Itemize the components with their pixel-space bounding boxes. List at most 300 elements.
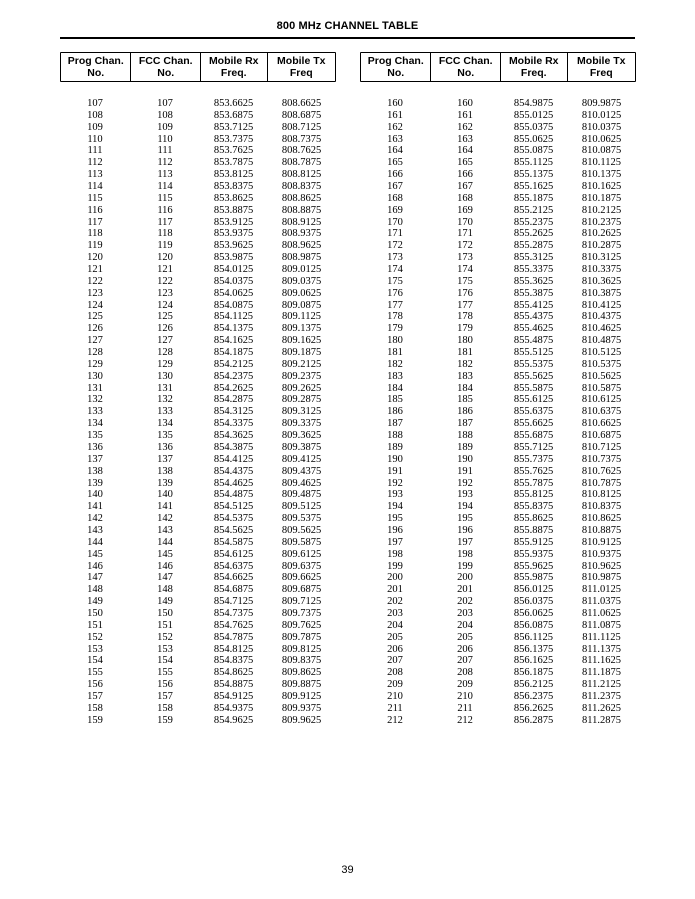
prog-chan-cell: 112 xyxy=(87,157,103,169)
mobile-tx-cell: 808.9625 xyxy=(281,240,322,252)
table-row xyxy=(60,572,336,584)
prog-chan-cell: 170 xyxy=(387,216,403,228)
fcc-chan-cell: 132 xyxy=(157,394,173,406)
fcc-chan-cell: 196 xyxy=(457,524,473,536)
table-row xyxy=(360,347,636,359)
prog-chan-cell: 188 xyxy=(387,430,403,442)
mobile-rx-cell: 853.9375 xyxy=(213,228,254,240)
prog-chan-cell: 203 xyxy=(387,607,403,619)
mobile-tx-cell: 809.1625 xyxy=(281,335,322,347)
mobile-tx-cell: 810.5375 xyxy=(581,358,622,370)
mobile-tx-cell: 810.7125 xyxy=(581,441,622,453)
fcc-chan-cell: 187 xyxy=(457,418,473,430)
table-row xyxy=(360,193,636,205)
mobile-rx-cell: 854.0125 xyxy=(213,264,254,276)
mobile-rx-cell: 854.8625 xyxy=(213,667,254,679)
prog-chan-cell: 154 xyxy=(87,655,103,667)
prog-chan-cell: 163 xyxy=(387,133,403,145)
mobile-tx-cell: 809.6125 xyxy=(281,548,322,560)
mobile-rx-cell: 854.7875 xyxy=(213,631,254,643)
prog-chan-cell: 130 xyxy=(87,370,103,382)
prog-chan-cell: 191 xyxy=(387,465,403,477)
fcc-chan-cell: 130 xyxy=(157,370,173,382)
fcc-chan-cell: 147 xyxy=(157,572,173,584)
prog-chan-cell: 117 xyxy=(87,216,103,228)
prog-chan-cell: 165 xyxy=(387,157,403,169)
fcc-chan-cell: 140 xyxy=(157,489,173,501)
prog-chan-cell: 204 xyxy=(387,619,403,631)
mobile-tx-cell: 810.5125 xyxy=(581,347,622,359)
mobile-rx-cell: 855.0625 xyxy=(513,133,554,145)
mobile-rx-cell: 853.7375 xyxy=(213,133,254,145)
fcc-chan-cell: 193 xyxy=(457,489,473,501)
mobile-rx-cell: 854.7625 xyxy=(213,619,254,631)
mobile-tx-cell: 809.4625 xyxy=(281,477,322,489)
mobile-tx-cell: 809.8875 xyxy=(281,679,322,691)
mobile-tx-cell: 808.6875 xyxy=(281,109,322,121)
mobile-tx-cell: 810.1375 xyxy=(581,169,622,181)
prog-chan-cell: 185 xyxy=(387,394,403,406)
prog-chan-cell: 152 xyxy=(87,631,103,643)
table-row xyxy=(360,359,636,371)
mobile-tx-cell: 810.5875 xyxy=(581,382,622,394)
mobile-rx-cell: 854.3125 xyxy=(213,406,254,418)
prog-chan-cell: 160 xyxy=(387,98,403,109)
mobile-tx-cell: 811.2625 xyxy=(582,702,621,714)
header-fcc-chan: FCC Chan. No. xyxy=(430,53,500,81)
mobile-tx-cell: 809.9125 xyxy=(281,690,322,702)
fcc-chan-cell: 192 xyxy=(457,477,473,489)
prog-chan-cell: 189 xyxy=(387,441,403,453)
prog-chan-cell: 166 xyxy=(387,169,403,181)
mobile-rx-cell: 854.3625 xyxy=(213,430,254,442)
prog-chan-cell: 194 xyxy=(387,501,403,513)
mobile-tx-cell: 809.3625 xyxy=(281,430,322,442)
fcc-chan-cell: 114 xyxy=(157,181,173,193)
mobile-tx-cell: 811.0625 xyxy=(582,607,621,619)
fcc-chan-cell: 189 xyxy=(457,441,473,453)
mobile-tx-cell: 810.6875 xyxy=(581,430,622,442)
mobile-tx-cell: 809.0125 xyxy=(281,264,322,276)
fcc-chan-cell: 154 xyxy=(157,655,173,667)
mobile-tx-cell: 809.4375 xyxy=(281,465,322,477)
fcc-chan-cell: 128 xyxy=(157,347,173,359)
mobile-rx-cell: 855.4375 xyxy=(513,311,554,323)
mobile-rx-cell: 853.8125 xyxy=(213,169,254,181)
fcc-chan-cell: 197 xyxy=(457,536,473,548)
table-row xyxy=(60,549,336,561)
mobile-rx-cell: 853.9625 xyxy=(213,240,254,252)
prog-chan-cell: 145 xyxy=(87,548,103,560)
mobile-tx-cell: 810.8375 xyxy=(581,501,622,513)
fcc-chan-cell: 171 xyxy=(457,228,473,240)
table-row xyxy=(360,691,636,703)
mobile-rx-cell: 856.0625 xyxy=(513,607,554,619)
mobile-tx-cell: 809.2875 xyxy=(281,394,322,406)
prog-chan-cell: 114 xyxy=(87,181,103,193)
table-row xyxy=(360,596,636,608)
mobile-tx-cell: 809.1375 xyxy=(281,323,322,335)
fcc-chan-cell: 135 xyxy=(157,430,173,442)
table-row xyxy=(360,264,636,276)
table-row xyxy=(360,98,636,110)
prog-chan-cell: 208 xyxy=(387,667,403,679)
mobile-tx-cell: 809.5375 xyxy=(281,513,322,525)
mobile-tx-cell: 810.7375 xyxy=(581,453,622,465)
table-header xyxy=(360,52,636,82)
table-row xyxy=(360,240,636,252)
prog-chan-cell: 180 xyxy=(387,335,403,347)
mobile-rx-cell: 854.5875 xyxy=(213,536,254,548)
prog-chan-cell: 207 xyxy=(387,655,403,667)
mobile-rx-cell: 853.9125 xyxy=(213,216,254,228)
mobile-rx-cell: 856.2625 xyxy=(513,702,554,714)
prog-chan-cell: 141 xyxy=(87,501,103,513)
header-mobile-tx: Mobile Tx Freq xyxy=(267,53,336,81)
table-row xyxy=(60,228,336,240)
mobile-tx-cell: 810.0125 xyxy=(581,109,622,121)
prog-chan-cell: 136 xyxy=(87,441,103,453)
fcc-chan-cell: 113 xyxy=(157,169,173,181)
table-row xyxy=(60,98,336,110)
prog-chan-cell: 122 xyxy=(87,275,103,287)
mobile-rx-cell: 855.7125 xyxy=(513,441,554,453)
table-row xyxy=(360,394,636,406)
table-row xyxy=(60,300,336,312)
prog-chan-cell: 201 xyxy=(387,584,403,596)
mobile-tx-cell: 808.7625 xyxy=(281,145,322,157)
fcc-chan-cell: 120 xyxy=(157,252,173,264)
mobile-tx-cell: 809.8125 xyxy=(281,643,322,655)
prog-chan-cell: 158 xyxy=(87,702,103,714)
table-row xyxy=(60,383,336,395)
mobile-tx-cell: 810.4125 xyxy=(581,299,622,311)
mobile-rx-cell: 855.7375 xyxy=(513,453,554,465)
mobile-tx-cell: 809.0375 xyxy=(281,275,322,287)
mobile-tx-cell: 810.7625 xyxy=(581,465,622,477)
table-row xyxy=(60,359,336,371)
prog-chan-cell: 138 xyxy=(87,465,103,477)
mobile-tx-cell: 811.1375 xyxy=(582,643,621,655)
table-row xyxy=(60,596,336,608)
fcc-chan-cell: 121 xyxy=(157,264,173,276)
fcc-chan-cell: 134 xyxy=(157,418,173,430)
mobile-rx-cell: 856.1625 xyxy=(513,655,554,667)
mobile-rx-cell: 855.1125 xyxy=(514,157,553,169)
table-row xyxy=(60,110,336,122)
prog-chan-cell: 193 xyxy=(387,489,403,501)
table-row xyxy=(360,454,636,466)
mobile-rx-cell: 855.3875 xyxy=(513,287,554,299)
table-row xyxy=(360,572,636,584)
prog-chan-cell: 155 xyxy=(87,667,103,679)
mobile-rx-cell: 853.7125 xyxy=(213,121,254,133)
fcc-chan-cell: 209 xyxy=(457,679,473,691)
table-row xyxy=(360,205,636,217)
fcc-chan-cell: 133 xyxy=(157,406,173,418)
table-row xyxy=(360,181,636,193)
mobile-rx-cell: 856.2375 xyxy=(513,690,554,702)
prog-chan-cell: 142 xyxy=(87,513,103,525)
fcc-chan-cell: 195 xyxy=(457,513,473,525)
prog-chan-cell: 119 xyxy=(87,240,103,252)
mobile-tx-cell: 809.3125 xyxy=(281,406,322,418)
fcc-chan-cell: 203 xyxy=(457,607,473,619)
mobile-rx-cell: 856.2125 xyxy=(513,679,554,691)
mobile-rx-cell: 854.2875 xyxy=(213,394,254,406)
mobile-rx-cell: 856.0875 xyxy=(513,619,554,631)
mobile-rx-cell: 855.8375 xyxy=(513,501,554,513)
mobile-rx-cell: 853.9875 xyxy=(213,252,254,264)
mobile-rx-cell: 854.2375 xyxy=(213,370,254,382)
fcc-chan-cell: 164 xyxy=(457,145,473,157)
mobile-rx-cell: 854.8125 xyxy=(213,643,254,655)
fcc-chan-cell: 139 xyxy=(157,477,173,489)
mobile-rx-cell: 856.1875 xyxy=(513,667,554,679)
table-row xyxy=(360,466,636,478)
mobile-rx-cell: 854.1625 xyxy=(213,335,254,347)
header-prog-chan: Prog Chan. No. xyxy=(67,54,124,79)
table-row xyxy=(60,394,336,406)
mobile-rx-cell: 855.8625 xyxy=(513,513,554,525)
mobile-rx-cell: 855.2375 xyxy=(513,216,554,228)
mobile-rx-cell: 854.1875 xyxy=(213,347,254,359)
table-row xyxy=(60,501,336,513)
mobile-tx-cell: 810.3125 xyxy=(581,252,622,264)
fcc-chan-cell: 178 xyxy=(457,311,473,323)
mobile-tx-cell: 809.0875 xyxy=(281,299,322,311)
mobile-tx-cell: 810.4875 xyxy=(581,335,622,347)
prog-chan-cell: 126 xyxy=(87,323,103,335)
mobile-rx-cell: 855.6625 xyxy=(513,418,554,430)
table-row xyxy=(360,513,636,525)
fcc-chan-cell: 149 xyxy=(157,596,173,608)
mobile-rx-cell: 856.1375 xyxy=(513,643,554,655)
prog-chan-cell: 128 xyxy=(87,347,103,359)
fcc-chan-cell: 199 xyxy=(457,560,473,572)
fcc-chan-cell: 160 xyxy=(457,98,473,109)
table-row xyxy=(60,667,336,679)
table-row xyxy=(60,691,336,703)
table-row xyxy=(60,217,336,229)
mobile-tx-cell: 810.1875 xyxy=(581,192,622,204)
mobile-rx-cell: 854.1125 xyxy=(214,311,253,323)
table-row xyxy=(360,288,636,300)
mobile-rx-cell: 855.0375 xyxy=(513,121,554,133)
fcc-chan-cell: 141 xyxy=(157,501,173,513)
table-row xyxy=(60,655,336,667)
mobile-rx-cell: 854.6375 xyxy=(213,560,254,572)
table-row xyxy=(360,620,636,632)
mobile-tx-cell: 809.6375 xyxy=(281,560,322,572)
mobile-rx-cell: 855.8125 xyxy=(513,489,554,501)
fcc-chan-cell: 111 xyxy=(157,145,173,157)
mobile-rx-cell: 855.3625 xyxy=(513,275,554,287)
mobile-tx-cell: 809.7125 xyxy=(281,596,322,608)
prog-chan-cell: 116 xyxy=(87,204,103,216)
table-row xyxy=(60,264,336,276)
mobile-rx-cell: 855.3375 xyxy=(513,264,554,276)
mobile-rx-cell: 855.3125 xyxy=(513,252,554,264)
table-row xyxy=(60,169,336,181)
mobile-rx-cell: 854.2625 xyxy=(213,382,254,394)
prog-chan-cell: 156 xyxy=(87,679,103,691)
prog-chan-cell: 162 xyxy=(387,121,403,133)
fcc-chan-cell: 184 xyxy=(457,382,473,394)
mobile-rx-cell: 853.7625 xyxy=(213,145,254,157)
prog-chan-cell: 148 xyxy=(87,584,103,596)
prog-chan-cell: 124 xyxy=(87,299,103,311)
fcc-chan-cell: 145 xyxy=(157,548,173,560)
table-row xyxy=(60,252,336,264)
prog-chan-cell: 135 xyxy=(87,430,103,442)
table-row xyxy=(60,347,336,359)
mobile-rx-cell: 854.4625 xyxy=(213,477,254,489)
fcc-chan-cell: 108 xyxy=(157,109,173,121)
mobile-rx-cell: 853.7875 xyxy=(213,157,254,169)
table-row xyxy=(60,703,336,715)
mobile-rx-cell: 854.4375 xyxy=(213,465,254,477)
mobile-tx-cell: 811.2125 xyxy=(582,679,621,691)
mobile-tx-cell: 810.1125 xyxy=(582,157,621,169)
prog-chan-cell: 121 xyxy=(87,264,103,276)
mobile-tx-cell: 810.9375 xyxy=(581,548,622,560)
fcc-chan-cell: 136 xyxy=(157,441,173,453)
mobile-tx-cell: 809.6875 xyxy=(281,584,322,596)
mobile-rx-cell: 855.9375 xyxy=(513,548,554,560)
prog-chan-cell: 209 xyxy=(387,679,403,691)
mobile-tx-cell: 810.6375 xyxy=(581,406,622,418)
mobile-rx-cell: 856.1125 xyxy=(514,631,553,643)
fcc-chan-cell: 151 xyxy=(157,619,173,631)
prog-chan-cell: 107 xyxy=(87,98,103,109)
mobile-tx-cell: 808.7875 xyxy=(281,157,322,169)
mobile-rx-cell: 855.2875 xyxy=(513,240,554,252)
mobile-tx-cell: 810.3375 xyxy=(581,264,622,276)
table-row xyxy=(360,644,636,656)
fcc-chan-cell: 202 xyxy=(457,596,473,608)
fcc-chan-cell: 138 xyxy=(157,465,173,477)
table-row xyxy=(60,454,336,466)
fcc-chan-cell: 169 xyxy=(457,204,473,216)
header-prog-chan: Prog Chan. No. xyxy=(367,54,424,79)
mobile-rx-cell: 854.8375 xyxy=(213,655,254,667)
table-row xyxy=(360,478,636,490)
prog-chan-cell: 190 xyxy=(387,453,403,465)
fcc-chan-cell: 177 xyxy=(457,299,473,311)
prog-chan-cell: 109 xyxy=(87,121,103,133)
mobile-tx-cell: 810.8625 xyxy=(581,513,622,525)
table-row xyxy=(60,715,336,727)
table-row xyxy=(60,418,336,430)
prog-chan-cell: 146 xyxy=(87,560,103,572)
mobile-rx-cell: 855.4125 xyxy=(513,299,554,311)
prog-chan-cell: 157 xyxy=(87,690,103,702)
prog-chan-cell: 175 xyxy=(387,275,403,287)
mobile-rx-cell: 855.4875 xyxy=(513,335,554,347)
mobile-tx-cell: 811.2875 xyxy=(582,714,621,726)
table-row xyxy=(60,288,336,300)
prog-chan-cell: 144 xyxy=(87,536,103,548)
fcc-chan-cell: 165 xyxy=(457,157,473,169)
fcc-chan-cell: 129 xyxy=(157,358,173,370)
mobile-rx-cell: 855.9625 xyxy=(513,560,554,572)
prog-chan-cell: 195 xyxy=(387,513,403,525)
table-row xyxy=(360,371,636,383)
table-row xyxy=(60,537,336,549)
mobile-tx-cell: 808.9125 xyxy=(281,216,322,228)
fcc-chan-cell: 194 xyxy=(457,501,473,513)
prog-chan-cell: 186 xyxy=(387,406,403,418)
mobile-rx-cell: 854.6875 xyxy=(213,584,254,596)
fcc-chan-cell: 201 xyxy=(457,584,473,596)
mobile-tx-cell: 809.5875 xyxy=(281,536,322,548)
fcc-chan-cell: 185 xyxy=(457,394,473,406)
fcc-chan-cell: 186 xyxy=(457,406,473,418)
table-row xyxy=(360,418,636,430)
table-row xyxy=(360,584,636,596)
prog-chan-cell: 212 xyxy=(387,714,403,726)
fcc-chan-cell: 152 xyxy=(157,631,173,643)
table-row xyxy=(60,276,336,288)
fcc-chan-cell: 204 xyxy=(457,619,473,631)
table-row xyxy=(360,110,636,122)
prog-chan-cell: 132 xyxy=(87,394,103,406)
mobile-rx-cell: 854.1375 xyxy=(213,323,254,335)
prog-chan-cell: 159 xyxy=(87,714,103,726)
prog-chan-cell: 197 xyxy=(387,536,403,548)
fcc-chan-cell: 155 xyxy=(157,667,173,679)
mobile-rx-cell: 854.4875 xyxy=(213,489,254,501)
mobile-tx-cell: 809.4875 xyxy=(281,489,322,501)
table-row xyxy=(360,145,636,157)
table-row xyxy=(360,430,636,442)
table-row xyxy=(60,335,336,347)
prog-chan-cell: 178 xyxy=(387,311,403,323)
table-row xyxy=(360,679,636,691)
prog-chan-cell: 179 xyxy=(387,323,403,335)
table-row xyxy=(60,466,336,478)
mobile-tx-cell: 810.5625 xyxy=(581,370,622,382)
header-fcc-chan: FCC Chan. No. xyxy=(130,53,200,81)
table-row xyxy=(60,644,336,656)
prog-chan-cell: 202 xyxy=(387,596,403,608)
table-row xyxy=(360,667,636,679)
fcc-chan-cell: 210 xyxy=(457,690,473,702)
prog-chan-cell: 211 xyxy=(387,702,403,714)
mobile-tx-cell: 809.8625 xyxy=(281,667,322,679)
mobile-tx-cell: 809.3875 xyxy=(281,441,322,453)
prog-chan-cell: 140 xyxy=(87,489,103,501)
fcc-chan-cell: 109 xyxy=(157,121,173,133)
fcc-chan-cell: 137 xyxy=(157,453,173,465)
fcc-chan-cell: 183 xyxy=(457,370,473,382)
fcc-chan-cell: 173 xyxy=(457,252,473,264)
prog-chan-cell: 177 xyxy=(387,299,403,311)
fcc-chan-cell: 174 xyxy=(457,264,473,276)
fcc-chan-cell: 159 xyxy=(157,714,173,726)
fcc-chan-cell: 110 xyxy=(157,133,173,145)
table-row xyxy=(60,134,336,146)
prog-chan-cell: 184 xyxy=(387,382,403,394)
fcc-chan-cell: 158 xyxy=(157,702,173,714)
table-row xyxy=(360,537,636,549)
mobile-tx-cell: 808.9375 xyxy=(281,228,322,240)
prog-chan-cell: 134 xyxy=(87,418,103,430)
fcc-chan-cell: 148 xyxy=(157,584,173,596)
mobile-tx-cell: 809.4125 xyxy=(281,453,322,465)
prog-chan-cell: 196 xyxy=(387,524,403,536)
